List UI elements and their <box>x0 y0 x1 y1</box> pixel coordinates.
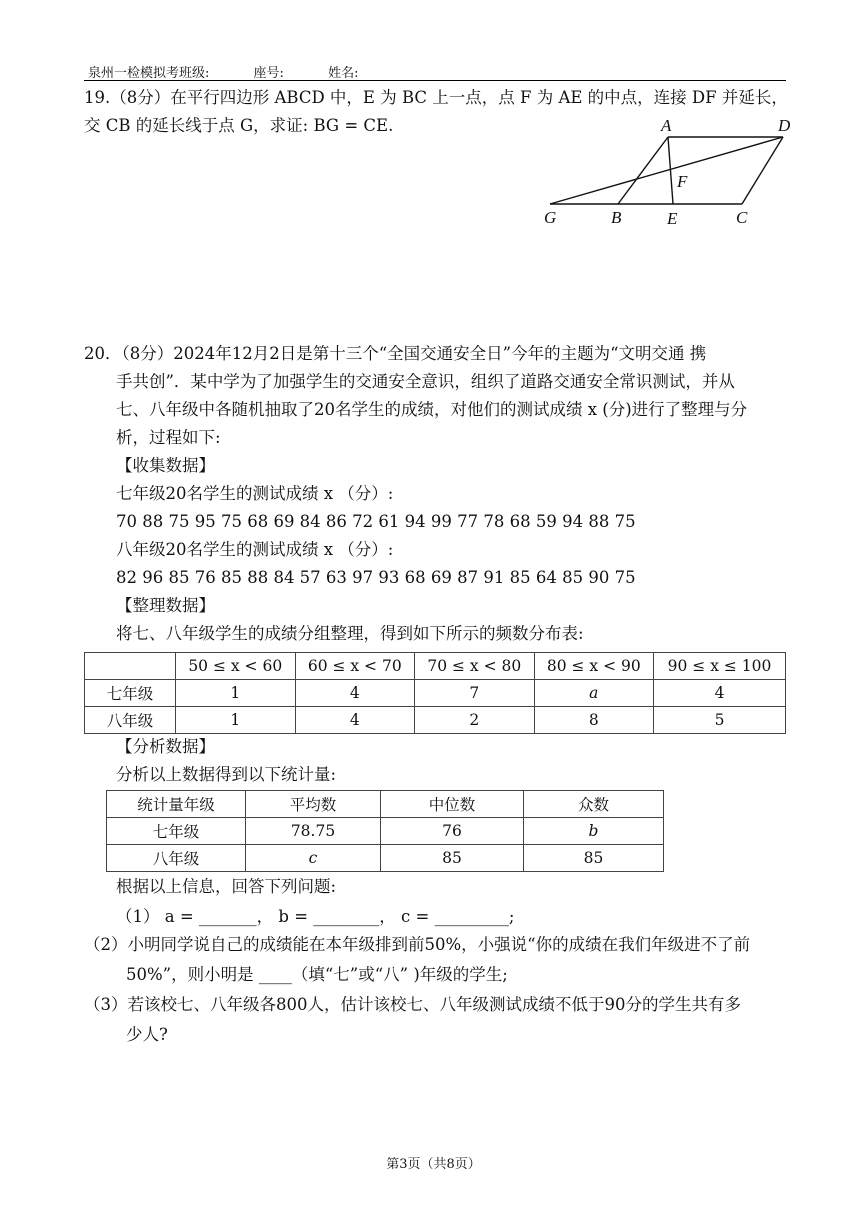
stat-header-cell: 中位数 <box>381 791 524 818</box>
questions-section-2 <box>84 930 794 1050</box>
stat-cell: 76 <box>381 818 524 845</box>
sub-question-2-line2: 50%”，则小明是 ____（填“七”或“八” )年级的学生; <box>126 965 508 984</box>
freq-cell: 4 <box>295 680 415 707</box>
stat-cell: 78.75 <box>246 818 381 845</box>
frequency-table <box>84 652 786 734</box>
q20-p3: 七、八年级中各随机抽取了20名学生的成绩，对他们的测试成绩 x (分)进行了整理与分 <box>116 400 748 419</box>
analyze-section <box>116 733 336 789</box>
parallelogram-figure <box>530 110 800 235</box>
stat-header-cell: 统计量年级 <box>107 791 246 818</box>
stat-header-cell: 众数 <box>524 791 664 818</box>
stat-header-cell: 平均数 <box>246 791 381 818</box>
freq-header-cell: 60 ≤ x < 70 <box>295 653 415 680</box>
freq-header-cell <box>85 653 176 680</box>
q20-p1: 20．（8分）2024年12月2日是第十三个“全国交通安全日”今年的主题为“文明交通 携 <box>84 344 707 363</box>
freq-cell: 1 <box>176 707 296 734</box>
q19-line1: 19.（8分）在平行四边形 ABCD 中，E 为 BC 上一点，点 F 为 AE 的中点，连接 DF 并延长， <box>84 88 788 107</box>
freq-row <box>85 680 786 707</box>
label-A: A <box>661 116 672 135</box>
label-D: D <box>778 116 791 135</box>
stat-header-row <box>107 791 664 818</box>
freq-header-row <box>85 653 786 680</box>
stat-cell: 八年级 <box>107 845 246 872</box>
stat-cell: 85 <box>524 845 664 872</box>
segment-AB <box>618 137 668 204</box>
analyze-title: 【分析数据】 <box>116 737 215 756</box>
sub-question-3-line1: （3）若该校七、八年级各800人，估计该校七、八年级测试成绩不低于90分的学生共有多 <box>84 995 741 1014</box>
q20-intro <box>84 340 799 648</box>
sub-question-3-line2: 少人? <box>126 1025 168 1044</box>
freq-cell: 七年级 <box>85 680 176 707</box>
freq-header-cell: 70 ≤ x < 80 <box>415 653 535 680</box>
freq-cell: 1 <box>176 680 296 707</box>
questions-section <box>116 872 796 932</box>
q20-p4: 析，过程如下: <box>116 428 221 447</box>
info-line: 根据以上信息，回答下列问题: <box>116 877 337 896</box>
label-C: C <box>736 208 748 227</box>
q20-p2: 手共创”．某中学为了加强学生的交通安全意识，组织了道路交通安全常识测试，并从 <box>116 372 735 391</box>
g8-label: 八年级20名学生的测试成绩 x （分）: <box>116 540 394 559</box>
freq-cell: a <box>534 680 654 707</box>
freq-row <box>85 707 786 734</box>
freq-header-cell: 90 ≤ x ≤ 100 <box>654 653 786 680</box>
label-E: E <box>667 209 678 228</box>
sub-question-2-line1: （2）小明同学说自己的成绩能在本年级排到前50%，小强说“你的成绩在我们年级进不了前 <box>84 935 751 954</box>
freq-cell: 8 <box>534 707 654 734</box>
header-class: 泉州一检模拟考班级: <box>88 66 210 81</box>
label-F: F <box>677 172 688 191</box>
freq-cell: 八年级 <box>85 707 176 734</box>
g7-label: 七年级20名学生的测试成绩 x （分）: <box>116 484 394 503</box>
freq-cell: 5 <box>654 707 786 734</box>
collect-title: 【收集数据】 <box>116 456 215 475</box>
stat-cell: 七年级 <box>107 818 246 845</box>
freq-cell: 4 <box>295 707 415 734</box>
g8-scores: 82 96 85 76 85 88 84 57 63 97 93 68 69 87 91 85 64 85 90 75 <box>116 568 636 587</box>
analyze-desc: 分析以上数据得到以下统计量: <box>116 765 337 784</box>
label-B: B <box>611 208 622 227</box>
freq-cell: 7 <box>415 680 535 707</box>
statistics-table <box>106 790 664 872</box>
freq-cell: 4 <box>654 680 786 707</box>
freq-cell: 2 <box>415 707 535 734</box>
q19-line2: 交 CB 的延长线于点 G，求证: BG = CE. <box>84 116 394 135</box>
header-name: 姓名: <box>328 66 359 81</box>
stat-cell: b <box>524 818 664 845</box>
stat-row <box>107 845 664 872</box>
freq-header-cell: 80 ≤ x < 90 <box>534 653 654 680</box>
stat-cell: c <box>246 845 381 872</box>
sub-question-1: （1） a = _______， b = ________， c = _________; <box>116 907 515 926</box>
stat-row <box>107 818 664 845</box>
g7-scores: 70 88 75 95 75 68 69 84 86 72 61 94 99 77 78 68 59 94 88 75 <box>116 512 636 531</box>
header-seat: 座号: <box>253 66 284 81</box>
organize-title: 【整理数据】 <box>116 596 215 615</box>
exam-header <box>88 62 398 81</box>
page-footer: 第3页（共8页） <box>386 1157 481 1172</box>
organize-desc: 将七、八年级学生的成绩分组整理，得到如下所示的频数分布表: <box>116 624 584 643</box>
stat-cell: 85 <box>381 845 524 872</box>
header-divider <box>84 80 786 81</box>
freq-header-cell: 50 ≤ x < 60 <box>176 653 296 680</box>
label-G: G <box>544 208 557 227</box>
